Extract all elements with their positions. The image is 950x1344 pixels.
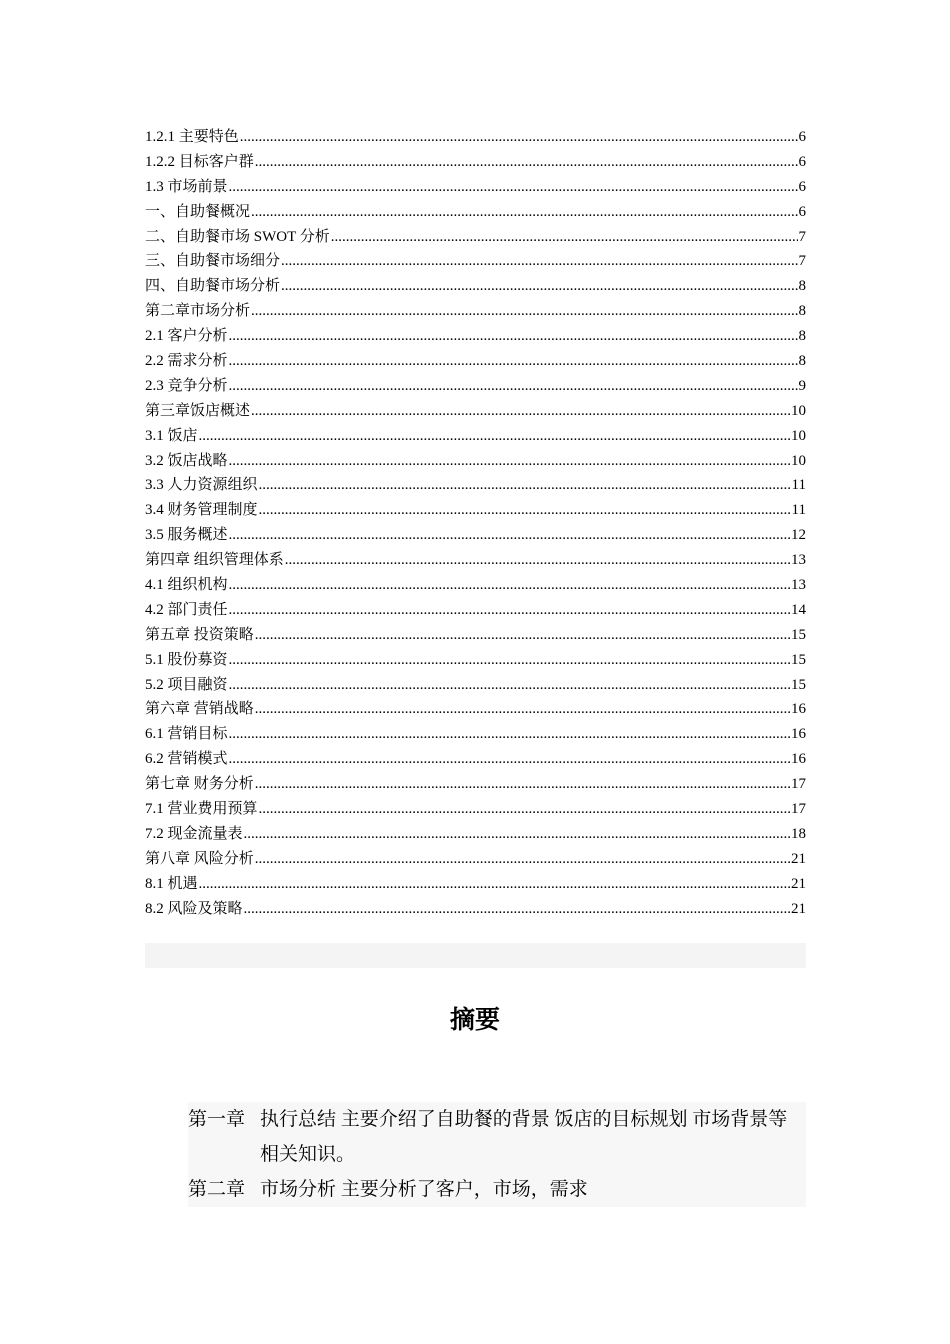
toc-leader-dots	[244, 822, 790, 847]
toc-entry[interactable]	[145, 673, 806, 698]
toc-leader-dots	[229, 349, 798, 374]
toc-entry-title: 四、自助餐市场分析	[145, 278, 281, 295]
toc-entry-title: 3.5 服务概述	[145, 527, 228, 544]
toc-entry[interactable]	[145, 747, 806, 772]
toc-leader-dots	[259, 473, 791, 498]
toc-entry[interactable]	[145, 722, 806, 747]
toc-leader-dots	[229, 175, 798, 200]
toc-entry-title: 4.2 部门责任	[145, 601, 228, 618]
toc-entry-page: 21	[791, 875, 806, 892]
toc-entry-title: 第五章 投资策略	[145, 626, 254, 643]
toc-entry-page: 10	[791, 452, 806, 469]
toc-entry-title: 第二章市场分析	[145, 303, 251, 320]
toc-entry-page: 11	[791, 477, 806, 494]
toc-entry-page: 7	[798, 253, 806, 270]
toc-entry-title: 5.1 股份募资	[145, 651, 228, 668]
toc-entry-page: 9	[798, 377, 806, 394]
toc-leader-dots	[255, 847, 790, 872]
toc-entry-page: 6	[798, 203, 806, 220]
toc-entry-page: 8	[798, 303, 806, 320]
toc-entry[interactable]	[145, 449, 806, 474]
toc-leader-dots	[229, 673, 790, 698]
toc-leader-dots	[331, 225, 798, 250]
toc-entry[interactable]	[145, 897, 806, 922]
toc-entry[interactable]	[145, 872, 806, 897]
toc-entry-title: 1.3 市场前景	[145, 178, 228, 195]
toc-entry-title: 7.1 营业费用预算	[145, 801, 258, 818]
toc-entry-page: 13	[791, 577, 806, 594]
toc-leader-dots	[281, 249, 797, 274]
summary-item	[188, 1172, 806, 1207]
shaded-band	[145, 943, 806, 968]
toc-leader-dots	[255, 697, 790, 722]
toc-entry-page: 16	[791, 751, 806, 768]
toc-entry-page: 6	[798, 153, 806, 170]
toc-entry-page: 8	[798, 278, 806, 295]
toc-entry[interactable]	[145, 150, 806, 175]
toc-leader-dots	[255, 623, 790, 648]
toc-entry[interactable]	[145, 772, 806, 797]
toc-entry[interactable]	[145, 175, 806, 200]
toc-entry-title: 3.1 饭店	[145, 427, 198, 444]
toc-entry-title: 5.2 项目融资	[145, 676, 228, 693]
toc-entry[interactable]	[145, 847, 806, 872]
toc-entry-title: 三、自助餐市场细分	[145, 253, 281, 270]
toc-leader-dots	[251, 299, 797, 324]
toc-entry-title: 1.2.1 主要特色	[145, 129, 239, 145]
toc-entry[interactable]	[145, 548, 806, 573]
summary-section	[188, 1102, 806, 1207]
table-of-contents	[145, 125, 806, 922]
toc-entry[interactable]	[145, 324, 806, 349]
toc-leader-dots	[251, 200, 797, 225]
toc-entry-title: 8.2 风险及策略	[145, 900, 243, 917]
toc-entry-title: 第七章 财务分析	[145, 776, 254, 793]
toc-entry-page: 17	[791, 801, 806, 818]
toc-leader-dots	[229, 374, 798, 399]
toc-entry[interactable]	[145, 498, 806, 523]
toc-entry-page: 10	[791, 427, 806, 444]
toc-entry-title: 2.3 竞争分析	[145, 377, 228, 394]
toc-entry[interactable]	[145, 399, 806, 424]
toc-entry-title: 3.3 人力资源组织	[145, 477, 258, 494]
toc-entry-page: 15	[791, 626, 806, 643]
toc-leader-dots	[251, 399, 790, 424]
toc-entry[interactable]	[145, 573, 806, 598]
toc-entry-page: 15	[791, 651, 806, 668]
summary-text: 执行总结 主要介绍了自助餐的背景 饭店的目标规划 市场背景等相关知识。	[260, 1109, 788, 1165]
toc-entry-page: 21	[791, 900, 806, 917]
toc-entry[interactable]	[145, 473, 806, 498]
toc-entry[interactable]	[145, 822, 806, 847]
toc-entry-title: 第六章 营销战略	[145, 701, 254, 718]
toc-leader-dots	[229, 573, 790, 598]
toc-entry[interactable]	[145, 598, 806, 623]
toc-entry-page: 11	[791, 502, 806, 519]
toc-entry-title: 6.1 营销目标	[145, 726, 228, 743]
toc-leader-dots	[229, 449, 790, 474]
toc-leader-dots	[259, 498, 791, 523]
toc-entry-title: 8.1 机遇	[145, 875, 198, 892]
toc-entry-title: 二、自助餐市场 SWOT 分析	[145, 228, 330, 245]
toc-entry[interactable]	[145, 623, 806, 648]
toc-entry-page: 16	[791, 701, 806, 718]
toc-entry-page: 14	[791, 601, 806, 618]
summary-chapter: 第一章	[188, 1109, 246, 1130]
toc-entry[interactable]	[145, 523, 806, 548]
toc-leader-dots	[255, 772, 790, 797]
toc-entry-page: 21	[791, 850, 806, 867]
toc-entry-page: 6	[798, 129, 806, 145]
toc-entry[interactable]	[145, 299, 806, 324]
toc-entry-title: 3.4 财务管理制度	[145, 502, 258, 519]
toc-leader-dots	[229, 722, 790, 747]
toc-entry[interactable]	[145, 374, 806, 399]
toc-entry-page: 8	[798, 328, 806, 345]
toc-entry-title: 第三章饭店概述	[145, 402, 251, 419]
toc-entry-page: 18	[791, 825, 806, 842]
toc-leader-dots	[229, 747, 790, 772]
toc-leader-dots	[259, 797, 790, 822]
toc-entry-title: 一、自助餐概况	[145, 203, 251, 220]
summary-item	[188, 1102, 806, 1172]
toc-entry-title: 2.2 需求分析	[145, 353, 228, 370]
toc-entry-title: 3.2 饭店战略	[145, 452, 228, 469]
toc-entry-title: 4.1 组织机构	[145, 577, 228, 594]
toc-entry-page: 6	[798, 178, 806, 195]
toc-entry-title: 7.2 现金流量表	[145, 825, 243, 842]
toc-leader-dots	[199, 424, 790, 449]
summary-text: 市场分析 主要分析了客户，市场，需求	[260, 1179, 588, 1200]
toc-entry-title: 1.2.2 目标客户群	[145, 153, 254, 170]
toc-leader-dots	[229, 324, 798, 349]
toc-entry[interactable]	[145, 125, 806, 150]
toc-entry[interactable]	[145, 200, 806, 225]
toc-entry-title: 第四章 组织管理体系	[145, 552, 284, 569]
toc-leader-dots	[229, 648, 790, 673]
toc-leader-dots	[281, 274, 797, 299]
toc-entry-page: 12	[791, 527, 806, 544]
toc-entry-page: 8	[798, 353, 806, 370]
toc-leader-dots	[229, 523, 790, 548]
toc-leader-dots	[229, 598, 790, 623]
toc-entry[interactable]	[145, 648, 806, 673]
toc-entry[interactable]	[145, 274, 806, 299]
toc-entry-title: 2.1 客户分析	[145, 328, 228, 345]
toc-entry[interactable]	[145, 424, 806, 449]
toc-leader-dots	[244, 897, 790, 922]
toc-leader-dots	[255, 150, 798, 175]
summary-chapter: 第二章	[188, 1179, 246, 1200]
toc-entry[interactable]	[145, 697, 806, 722]
summary-heading: 摘要	[449, 1007, 500, 1034]
toc-entry-page: 13	[791, 552, 806, 569]
toc-entry-page: 16	[791, 726, 806, 743]
toc-leader-dots	[240, 125, 798, 150]
toc-entry-page: 15	[791, 676, 806, 693]
toc-entry[interactable]	[145, 225, 806, 250]
toc-entry-page: 17	[791, 776, 806, 793]
toc-leader-dots	[285, 548, 790, 573]
toc-entry-title: 第八章 风险分析	[145, 850, 254, 867]
toc-entry-page: 10	[791, 402, 806, 419]
toc-leader-dots	[199, 872, 790, 897]
toc-entry-page: 7	[798, 228, 806, 245]
toc-entry-title: 6.2 营销模式	[145, 751, 228, 768]
toc-entry[interactable]	[145, 249, 806, 274]
toc-entry[interactable]	[145, 349, 806, 374]
toc-entry[interactable]	[145, 797, 806, 822]
